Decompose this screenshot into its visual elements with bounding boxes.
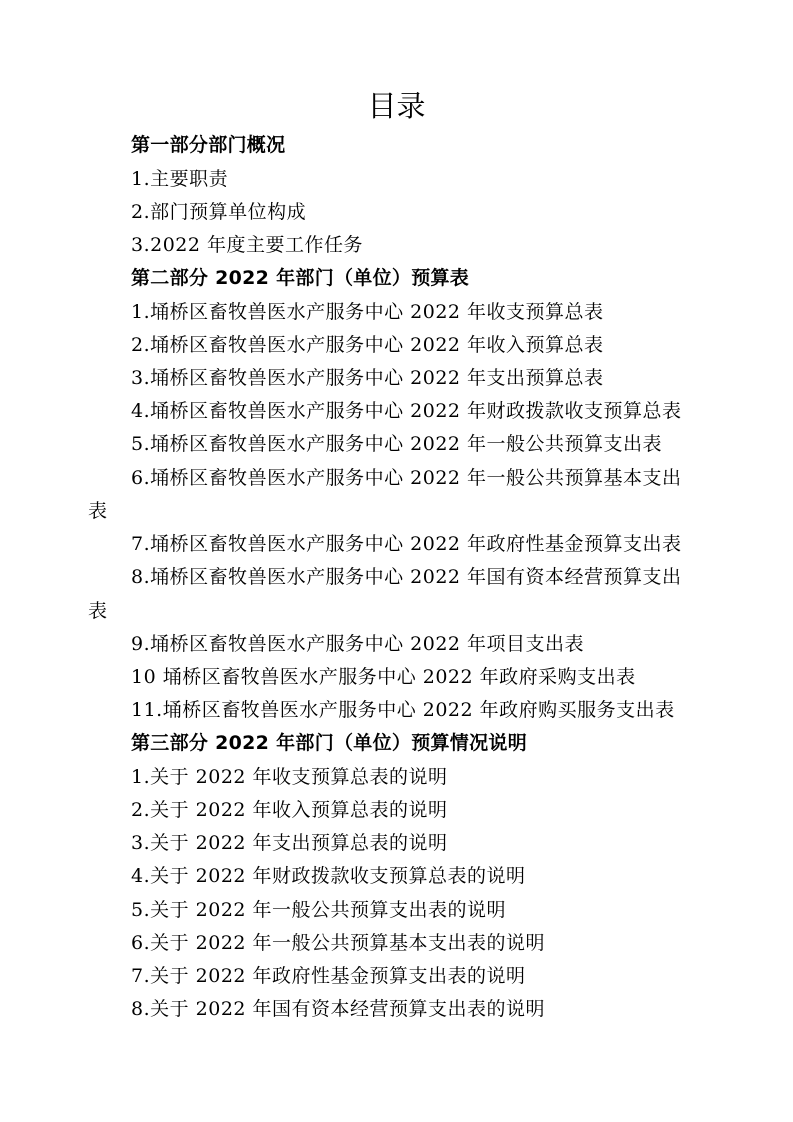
toc-entry: 11.埇桥区畜牧兽医水产服务中心 2022 年政府购买服务支出表: [131, 699, 675, 721]
part3-heading: 第三部分 2022 年部门（单位）预算情况说明: [131, 732, 528, 754]
toc-entry: 9.埇桥区畜牧兽医水产服务中心 2022 年项目支出表: [131, 633, 585, 655]
toc-title: 目录: [367, 89, 426, 123]
toc-entry: 1.埇桥区畜牧兽医水产服务中心 2022 年收支预算总表: [131, 301, 604, 323]
toc-entry: 4.关于 2022 年财政拨款收支预算总表的说明: [131, 865, 526, 887]
toc-entry: 8.埇桥区畜牧兽医水产服务中心 2022 年国有资本经营预算支出: [131, 566, 682, 588]
toc-entry-wrap: 表: [88, 500, 108, 522]
toc-entry: 5.关于 2022 年一般公共预算支出表的说明: [131, 899, 507, 921]
toc-entry: 3.关于 2022 年支出预算总表的说明: [131, 832, 448, 854]
toc-entry: 1.主要职责: [131, 168, 229, 190]
part2-heading: 第二部分 2022 年部门（单位）预算表: [131, 267, 470, 289]
toc-entry: 7.关于 2022 年政府性基金预算支出表的说明: [131, 965, 526, 987]
toc-entry: 2.关于 2022 年收入预算总表的说明: [131, 799, 448, 821]
toc-entry: 6.关于 2022 年一般公共预算基本支出表的说明: [131, 932, 546, 954]
toc-entry: 7.埇桥区畜牧兽医水产服务中心 2022 年政府性基金预算支出表: [131, 533, 682, 555]
toc-entry: 3.2022 年度主要工作任务: [131, 234, 364, 256]
toc-entry-wrap: 表: [88, 600, 108, 622]
toc-entry: 1.关于 2022 年收支预算总表的说明: [131, 766, 448, 788]
part1-heading: 第一部分部门概况: [131, 134, 286, 156]
toc-entry: 8.关于 2022 年国有资本经营预算支出表的说明: [131, 998, 546, 1020]
toc-entry: 2.部门预算单位构成: [131, 201, 307, 223]
toc-entry: 10 埇桥区畜牧兽医水产服务中心 2022 年政府采购支出表: [131, 666, 636, 688]
toc-entry: 5.埇桥区畜牧兽医水产服务中心 2022 年一般公共预算支出表: [131, 433, 663, 455]
toc-entry: 2.埇桥区畜牧兽医水产服务中心 2022 年收入预算总表: [131, 334, 604, 356]
toc-entry: 3.埇桥区畜牧兽医水产服务中心 2022 年支出预算总表: [131, 367, 604, 389]
toc-entry: 6.埇桥区畜牧兽医水产服务中心 2022 年一般公共预算基本支出: [131, 467, 682, 489]
toc-entry: 4.埇桥区畜牧兽医水产服务中心 2022 年财政拨款收支预算总表: [131, 400, 682, 422]
